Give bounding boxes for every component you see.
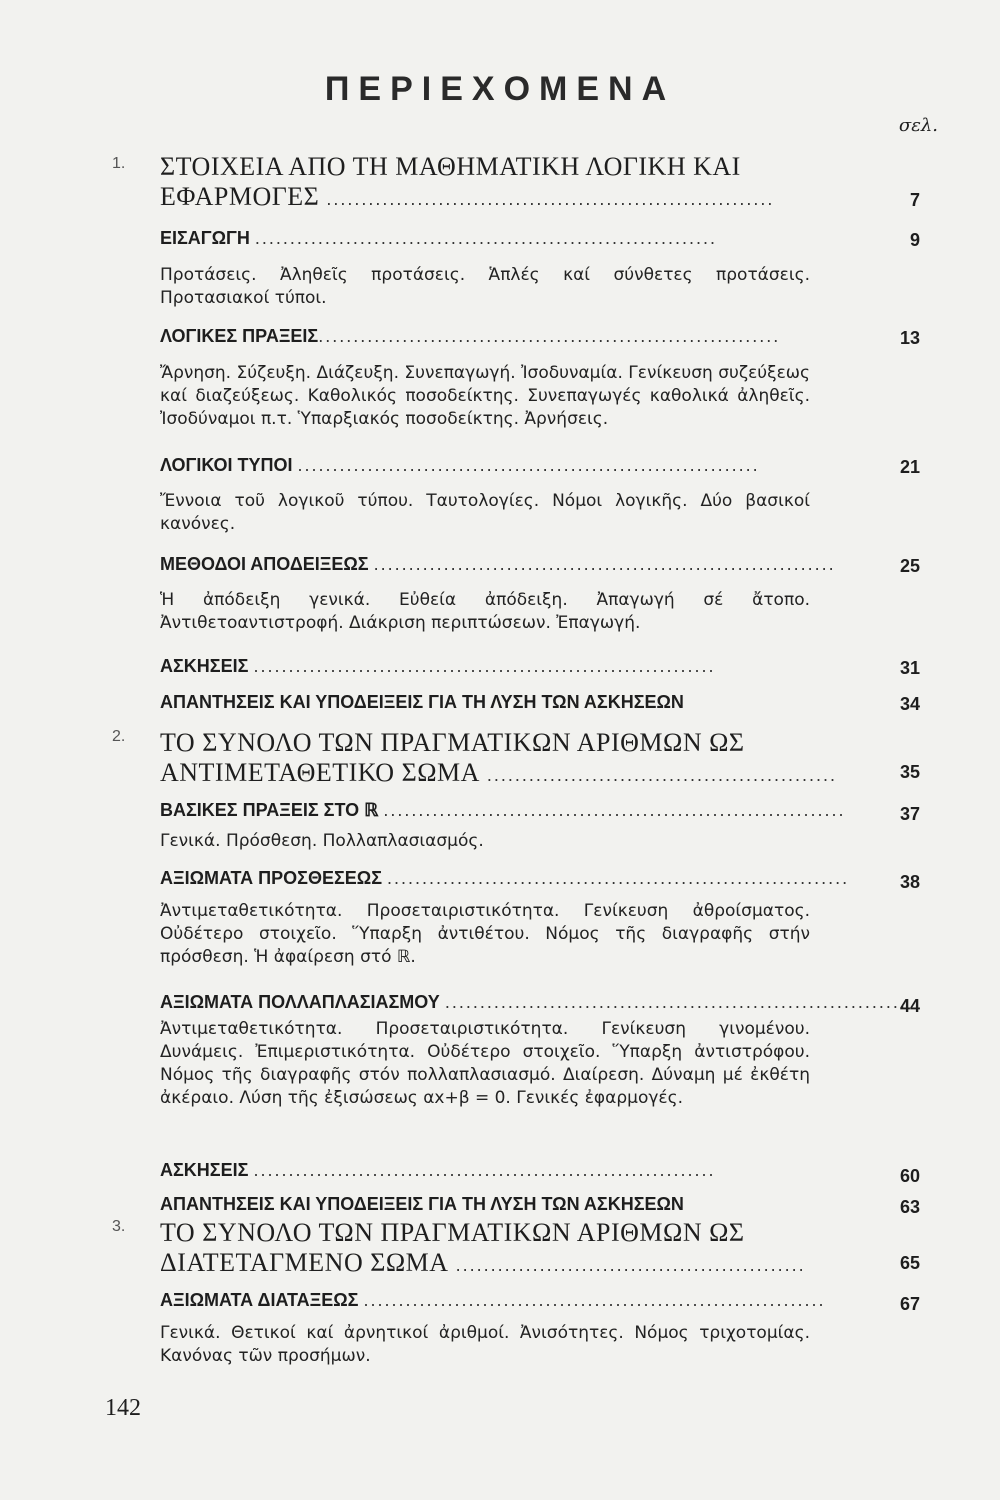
toc-section-description: Προτάσεις. Ἀληθεῖς προτάσεις. Ἁπλές καί σύνθετες προτάσεις. Προτασιακοί τύποι. xyxy=(160,265,810,308)
toc-section-description: Γενικά. Πρόσθεση. Πολλαπλασιασμός. xyxy=(160,831,484,851)
toc-section-page: 31 xyxy=(899,658,920,678)
toc-section-page: 63 xyxy=(899,1197,920,1217)
toc-section-title: ΕΙΣΑΓΩΓΗ .................................................................. xyxy=(160,228,717,248)
toc-section-page: 13 xyxy=(899,328,920,348)
toc-section-title: ΑΠΑΝΤΗΣΕΙΣ ΚΑΙ ΥΠΟΔΕΙΞΕΙΣ ΓΙΑ ΤΗ ΛΥΣΗ ΤΩΝ ΑΣΚΗΣΕΩΝ xyxy=(160,692,684,712)
toc-section-page: 37 xyxy=(899,804,920,824)
toc-section-title: ΑΣΚΗΣΕΙΣ .................................................................. xyxy=(160,1160,716,1180)
toc-section-title: ΛΟΓΙΚΟΙ ΤΥΠΟΙ .................................................................. xyxy=(160,455,760,475)
toc-section-description: Ἡ ἀπόδειξη γενικά. Εὐθεία ἀπόδειξη. Ἀπαγωγή σέ ἄτοπο. Ἀντιθετοαντιστροφή. Διάκριση περιπτώσεων. Ἐπαγωγή. xyxy=(160,590,810,633)
chapter-title-line2: ΑΝΤΙΜΕΤΑΘΕΤΙΚΟ ΣΩΜΑ .................................................. xyxy=(160,758,837,787)
toc-section-title: ΒΑΣΙΚΕΣ ΠΡΑΞΕΙΣ ΣΤΟ ℝ .................................................................. xyxy=(160,800,846,820)
toc-section-title: ΑΞΙΩΜΑΤΑ ΠΡΟΣΘΕΣΕΩΣ .................................................................. xyxy=(160,868,850,888)
chapter-page: 65 xyxy=(899,1253,920,1273)
toc-section-page: 9 xyxy=(909,230,920,250)
toc-section-page: 60 xyxy=(899,1166,920,1186)
page-title: ΠΕΡΙΕΧΟΜΕΝΑ xyxy=(324,70,676,108)
chapter-title-line1: ΤΟ ΣΥΝΟΛΟ ΤΩΝ ΠΡΑΓΜΑΤΙΚΩΝ ΑΡΙΘΜΩΝ ΩΣ xyxy=(160,728,745,757)
toc-section-title: ΑΞΙΩΜΑΤΑ ΠΟΛΛΑΠΛΑΣΙΑΣΜΟΥ .................................................................. xyxy=(160,992,907,1012)
toc-section-title: ΑΣΚΗΣΕΙΣ .................................................................. xyxy=(160,656,716,676)
toc-section-description: Γενικά. Θετικοί καί ἀρνητικοί ἀριθμοί. Ἀνισότητες. Νόμος τριχοτομίας. Κανόνας τῶν προσήμων. xyxy=(160,1323,810,1366)
toc-section-page: 38 xyxy=(899,872,920,892)
toc-section-description: Ἀντιμεταθετικότητα. Προσεταιριστικότητα. Γενίκευση γινομένου. Δυνάμεις. Ἐπιμεριστικότητα. Οὐδέτερο στοιχεῖο. Ὕπαρξη ἀντιστρόφου. Νόμος τῆς διαγραφῆς στόν πολλαπλασιασμό. Διαίρεση. Δύναμη μέ ἐκθέτη ἀκέραιο. Λύση τῆς ἐξισώσεως αx+β = 0. Γενικές ἐφαρμογές. xyxy=(160,1019,810,1108)
toc-section-description: Ἔννοια τοῦ λογικοῦ τύπου. Ταυτολογίες. Νόμοι λογικῆς. Δύο βασικοί κανόνες. xyxy=(160,491,810,534)
toc-section-page: 44 xyxy=(899,996,920,1016)
chapter-page: 35 xyxy=(899,762,920,782)
toc-section-title: ΜΕΘΟΔΟΙ ΑΠΟΔΕΙΞΕΩΣ .................................................................. xyxy=(160,554,836,574)
chapter-page: 7 xyxy=(909,190,920,210)
toc-section-page: 34 xyxy=(899,694,920,714)
page-column-label: σελ. xyxy=(898,115,938,136)
chapter-title-line2: ΔΙΑΤΕΤΑΓΜΕΝΟ ΣΩΜΑ .................................................. xyxy=(160,1248,806,1277)
chapter-title-line2: ΕΦΑΡΜΟΓΕΣ ................................................................ xyxy=(160,182,775,211)
toc-section-page: 21 xyxy=(899,457,920,477)
toc-section-description: Ἄρνηση. Σύζευξη. Διάζευξη. Συνεπαγωγή. Ἰσοδυναμία. Γενίκευση συζεύξεως καί διαζεύξεως. Καθολικός ποσοδείκτης. Συνεπαγωγές καθολικά ἀληθεῖς. Ἰσοδύναμοι π.τ. Ὑπαρξιακός ποσοδείκτης. Ἀρνήσεις. xyxy=(160,363,810,429)
chapter-number: 1. xyxy=(112,155,126,172)
chapter-number: 3. xyxy=(112,1218,126,1235)
page-number: 142 xyxy=(105,1395,141,1421)
chapter-number: 2. xyxy=(112,728,126,745)
chapter-title-line1: ΤΟ ΣΥΝΟΛΟ ΤΩΝ ΠΡΑΓΜΑΤΙΚΩΝ ΑΡΙΘΜΩΝ ΩΣ xyxy=(160,1218,745,1247)
toc-section-title: ΛΟΓΙΚΕΣ ΠΡΑΞΕΙΣ.................................................................. xyxy=(160,326,781,346)
toc-section-title: ΑΠΑΝΤΗΣΕΙΣ ΚΑΙ ΥΠΟΔΕΙΞΕΙΣ ΓΙΑ ΤΗ ΛΥΣΗ ΤΩΝ ΑΣΚΗΣΕΩΝ xyxy=(160,1194,684,1214)
toc-section-page: 67 xyxy=(899,1294,920,1314)
toc-section-page: 25 xyxy=(899,556,920,576)
chapter-title-line1: ΣΤΟΙΧΕΙΑ ΑΠΟ ΤΗ ΜΑΘΗΜΑΤΙΚΗ ΛΟΓΙΚΗ ΚΑΙ xyxy=(160,152,741,181)
toc-section-description: Ἀντιμεταθετικότητα. Προσεταιριστικότητα. Γενίκευση ἀθροίσματος. Οὐδέτερο στοιχεῖο. Ὕπαρξη ἀντιθέτου. Νόμος τῆς διαγραφῆς στήν πρόσθεση. Ἡ ἀφαίρεση στό ℝ. xyxy=(160,901,810,967)
toc-section-title: ΑΞΙΩΜΑΤΑ ΔΙΑΤΑΞΕΩΣ .................................................................. xyxy=(160,1290,826,1310)
